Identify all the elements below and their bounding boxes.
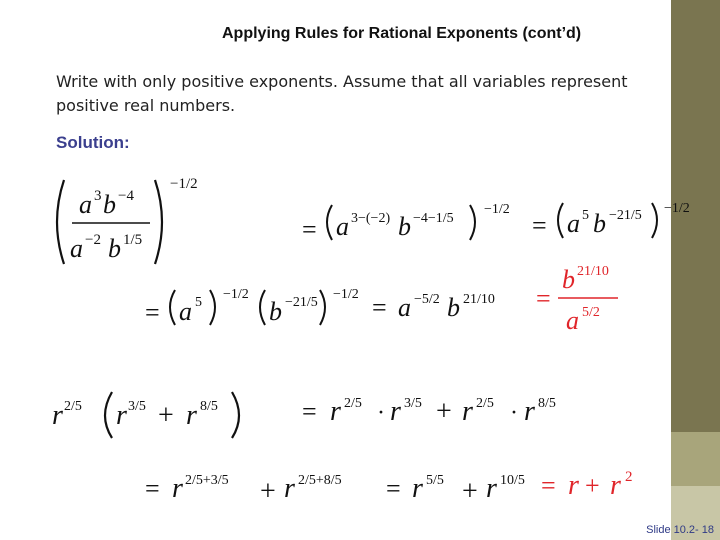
svg-text:=: = [386,474,401,503]
svg-text:r: r [524,396,535,427]
exponent: −4 [118,188,134,204]
svg-text:a: a [566,306,579,335]
exponent: 8/5 [538,396,556,411]
exponent: 2/5 [64,399,82,414]
equation-2-original-expression [52,392,239,438]
svg-text:b: b [103,190,116,219]
outer-exponent: −1/2 [484,202,510,217]
svg-text:=: = [145,298,160,327]
right-paren [232,392,239,438]
svg-text:=: = [302,215,317,244]
exponent: 1/5 [123,232,143,248]
exponent: 21/10 [463,292,495,307]
svg-text:b: b [447,293,460,322]
right-paren [320,290,325,325]
exponent: 2/5 [344,396,362,411]
svg-text:r: r [412,473,423,504]
svg-text:r: r [116,400,127,431]
exponent: 21/10 [577,264,609,279]
exponent: 8/5 [200,399,218,414]
exponent: 3/5 [128,399,146,414]
svg-text:r: r [52,400,63,431]
svg-text:·: · [377,400,385,426]
svg-text:+: + [260,476,276,507]
svg-text:b: b [593,209,606,238]
exponent: 3 [94,188,102,204]
exponent: 3−(−2) [351,211,391,226]
exponent: 5 [195,295,202,310]
svg-text:=: = [541,471,556,500]
equation-1-step-4 [372,292,495,322]
equation-2-step-1 [302,396,556,427]
exponent: 5/5 [426,473,444,488]
svg-text:a: a [70,234,83,263]
right-paren [155,180,162,264]
svg-text:r: r [390,396,401,427]
left-paren [558,203,563,238]
svg-text:b: b [269,297,282,326]
equation-1-original-expression [57,176,198,264]
svg-text:=: = [372,293,387,322]
outer-exponent: −1/2 [664,201,690,216]
svg-text:=: = [532,211,547,240]
svg-text:a: a [567,209,580,238]
left-paren [57,180,64,264]
outer-exponent: −1/2 [170,176,198,192]
right-paren [470,205,475,240]
svg-text:r: r [610,470,621,501]
right-paren [652,203,657,238]
svg-text:r: r [462,396,473,427]
exponent: 2/5+8/5 [298,473,342,488]
equation-1-step-1 [302,202,510,244]
instruction-text: Write with only positive exponents. Assume that all variables represent positive real numbers. [56,72,628,115]
svg-text:a: a [79,190,92,219]
exponent: 10/5 [500,473,525,488]
svg-text:r: r [186,400,197,431]
svg-text:a: a [336,212,349,241]
equation-2-step-3 [386,473,525,507]
svg-text:·: · [510,400,518,426]
svg-text:b: b [108,234,121,263]
svg-text:+: + [585,471,600,500]
svg-text:=: = [145,474,160,503]
left-paren [327,205,332,240]
svg-text:r: r [486,473,497,504]
svg-text:r: r [330,396,341,427]
left-paren [170,290,175,325]
exponent: −2 [85,232,101,248]
svg-text:r: r [172,473,183,504]
svg-text:+: + [158,400,174,431]
left-paren [260,290,265,325]
svg-text:a: a [179,297,192,326]
equation-1-answer [536,264,618,335]
outer-exponent: −1/2 [223,287,249,302]
svg-text:r: r [284,473,295,504]
exponent: 3/5 [404,396,422,411]
svg-text:+: + [462,476,478,507]
solution-label: Solution: [56,133,130,152]
svg-text:b: b [398,212,411,241]
svg-text:+: + [436,396,452,427]
exponent: 2 [625,469,633,485]
slide-number: Slide 10.2- 18 [646,524,714,536]
slide-title: Applying Rules for Rational Exponents (cont’d) [222,25,582,42]
equation-2-answer [541,469,633,501]
exponent: −4−1/5 [413,211,454,226]
svg-text:b: b [562,265,575,294]
exponent: −5/2 [414,292,440,307]
left-paren [105,392,112,438]
equation-1-step-2 [532,201,690,240]
exponent: −21/5 [285,295,318,310]
outer-exponent: −1/2 [333,287,359,302]
exponent: 5 [582,208,589,223]
exponent: 2/5+3/5 [185,473,229,488]
equation-2-step-2 [145,473,342,507]
svg-text:=: = [302,397,317,426]
right-paren [210,290,215,325]
svg-text:r: r [568,470,579,501]
exponent: 2/5 [476,396,494,411]
exponent: −21/5 [609,208,642,223]
svg-text:=: = [536,284,551,313]
svg-text:a: a [398,293,411,322]
equation-1-step-3 [145,287,359,327]
exponent: 5/2 [582,305,600,320]
